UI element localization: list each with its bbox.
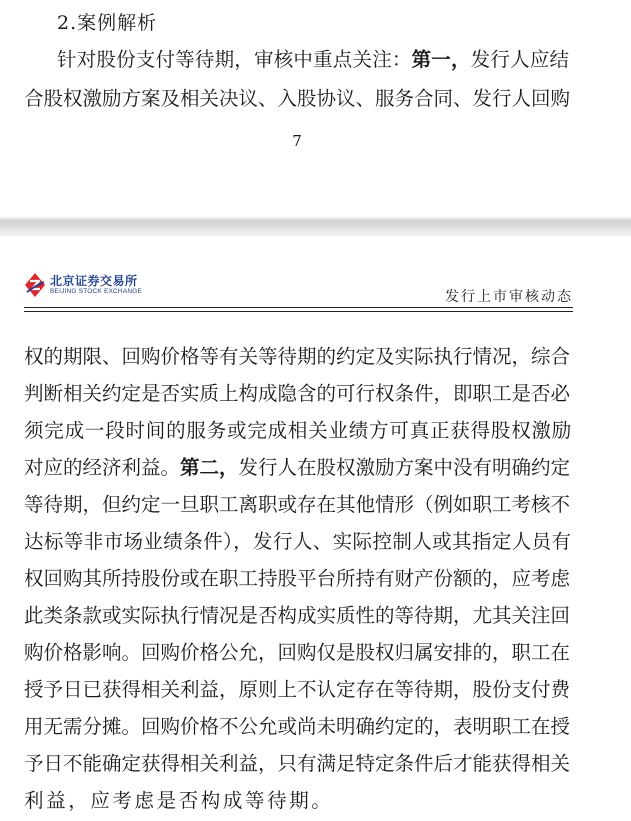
bold-emphasis: 第二， xyxy=(180,456,239,479)
section-heading: 2.案例解析 xyxy=(57,12,158,34)
paragraph-line: 予日不能确定获得相关利益，只有满足特定条件后才能获得相关 xyxy=(24,752,571,775)
line-text: 合股权激励方案及相关决议、入股协议、服务合同、发行人回购 xyxy=(24,87,571,110)
line-text: 发行人应结 xyxy=(470,48,570,71)
paragraph-line: 授予日已获得相关利益，原则上不认定存在等待期，股份支付费 xyxy=(24,678,571,701)
header-title: 发行上市审核动态 xyxy=(445,289,573,305)
line-text: 针对股份支付等待期，审核中重点关注： xyxy=(57,48,412,71)
paragraph-line: 判断相关约定是否实质上构成隐含的可行权条件，即职工是否必 xyxy=(24,382,571,405)
paragraph-line: 权的期限、回购价格等有关等待期的约定及实际执行情况，综合 xyxy=(24,345,571,368)
paragraph-line: 对应的经济利益。第二，发行人在股权激励方案中没有明确约定 xyxy=(24,456,571,479)
page-8-top xyxy=(0,236,631,821)
logo-wordmark xyxy=(50,275,142,296)
page-separator xyxy=(0,216,631,236)
paragraph-line xyxy=(57,50,569,70)
logo-name-cn: 北京证券交易所 xyxy=(50,273,138,288)
header-rule xyxy=(24,307,573,308)
page-number: 7 xyxy=(292,132,302,150)
paragraph-line xyxy=(24,89,570,109)
paragraph-line: 用无需分摊。回购价格不公允或尚未明确约定的，表明职工在授 xyxy=(24,715,571,738)
paragraph-line: 购价格影响。回购价格公允，回购仅是股权归属安排的，职工在 xyxy=(24,641,571,664)
paragraph-line: 须完成一段时间的服务或完成相关业绩方可真正获得股权激励 xyxy=(24,419,573,442)
bse-logo xyxy=(24,272,142,298)
paragraph-line: 等待期，但约定一旦职工离职或存在其他情形（例如职工考核不 xyxy=(24,493,571,516)
header-rule-thin xyxy=(24,311,573,312)
bold-emphasis: 第一， xyxy=(411,48,471,71)
logo-name-en: BEIJING STOCK EXCHANGE xyxy=(50,287,143,295)
bse-logo-icon xyxy=(24,272,46,298)
page-7-bottom xyxy=(0,0,631,216)
paragraph-line: 此类条款或实际执行情况是否构成实质性的等待期，尤其关注回 xyxy=(24,604,571,627)
paragraph-line: 利益，应考虑是否构成等待期。 xyxy=(24,789,334,812)
paragraph-line: 达标等非市场业绩条件），发行人、实际控制人或其指定人员有 xyxy=(24,530,572,553)
paragraph-line: 权回购其所持股份或在职工持股平台所持有财产份额的，应考虑 xyxy=(24,567,571,590)
